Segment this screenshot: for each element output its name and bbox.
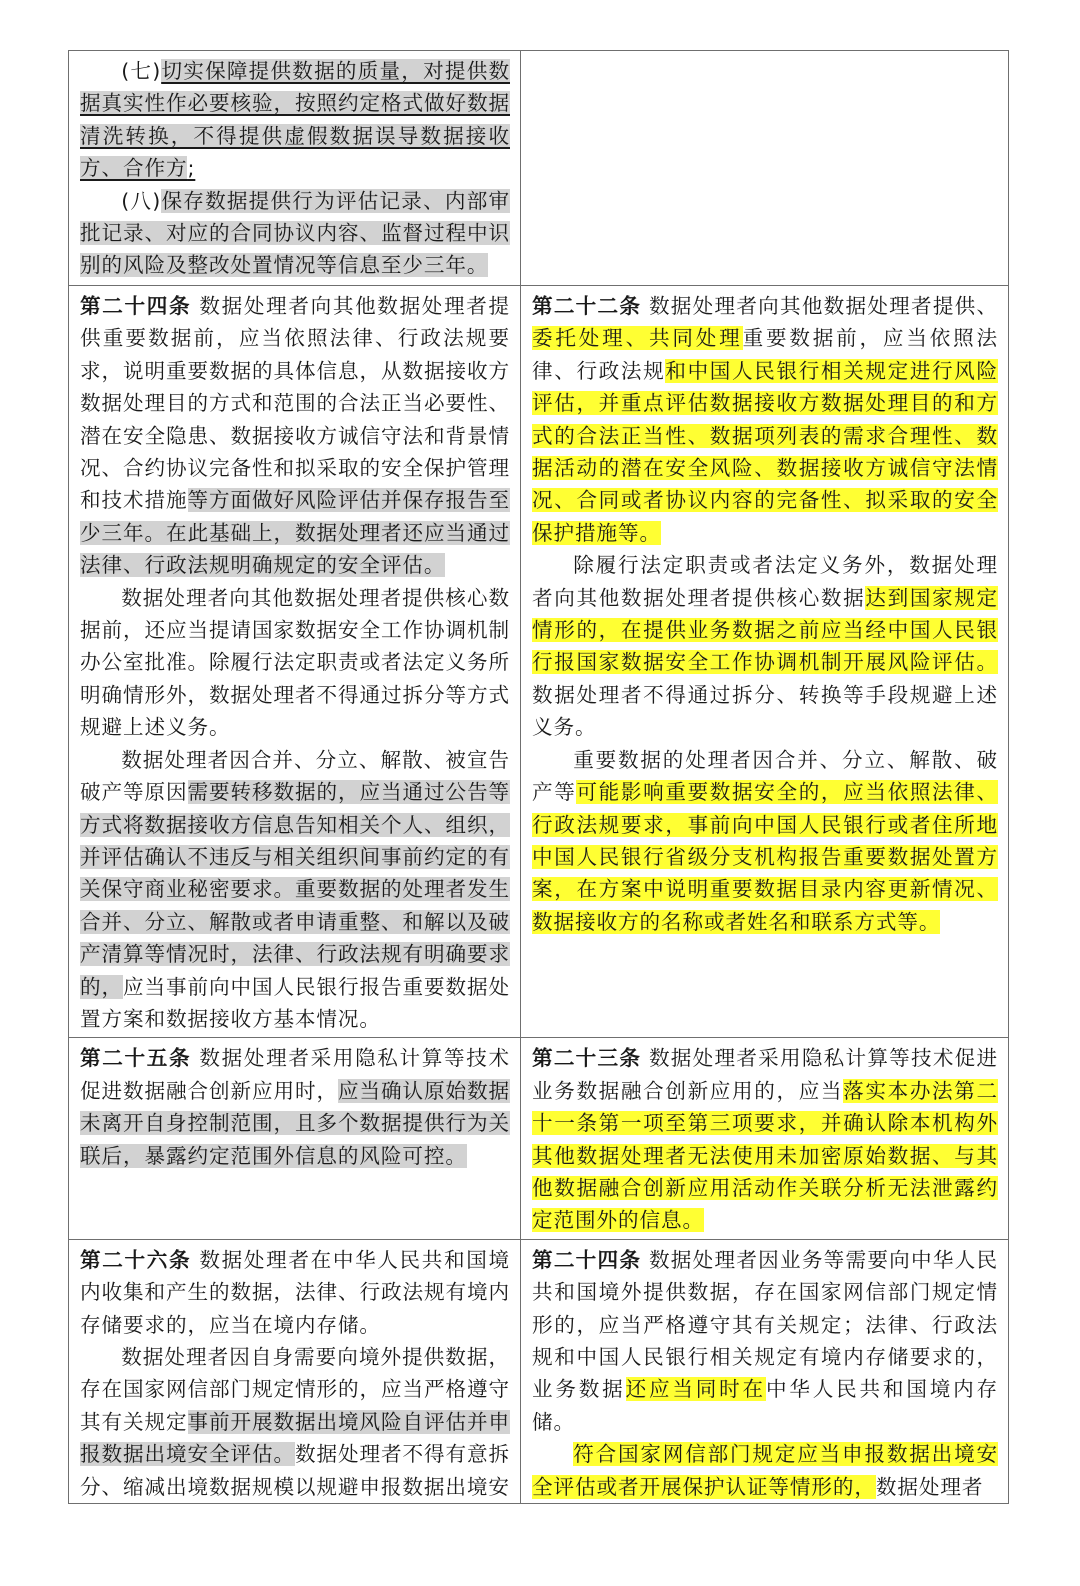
paragraph (532, 744, 998, 938)
paragraph (532, 1244, 998, 1438)
text-segment: 数据处理者不得有意拆分、缩减出境数据规模以规避申报数据出境安 (80, 1442, 511, 1499)
left-cell (69, 1239, 521, 1503)
paragraph (80, 1042, 510, 1172)
comparison-table (68, 50, 1009, 1504)
text-segment: 数据处理者因自身需要向境外提供数据，存在国家网信部门规定情形的，应当严格遵守其有关规定 (80, 1345, 510, 1434)
text-segment: (七) (121, 59, 162, 83)
text-segment: ; (187, 156, 196, 181)
table-row (69, 51, 1009, 286)
left-cell (69, 51, 521, 286)
yellow-highlighted-text: 和中国人民银行相关规定进行风险评估，并重点评估数据接收方数据处理目的和方式的合法正当性、数据项列表的需求合理性、数据活动的潜在安全风险、数据接收方诚信守法情况、合同或者协议内容的完备性、拟采取的安全保护措施等。 (532, 358, 999, 545)
text-segment: 数据处理者因合并、分立、解散、被宣告破产等原因 (80, 747, 510, 805)
article-number: 第二十二条 (532, 294, 642, 318)
right-cell (521, 1239, 1009, 1503)
yellow-highlighted-text: 符合国家网信部门规定应当申报数据出境安全评估或者开展保护认证等情形的， (532, 1442, 998, 1499)
text-segment: 数据处理者在中华人民共和国境内收集和产生的数据，法律、行政法规有境内存储要求的，应当在境内存储。 (80, 1247, 511, 1337)
paragraph (532, 549, 998, 743)
grey-highlighted-text: 保存数据提供行为评估记录、内部审批记录、对应的合同协议内容、监督过程中识别的风险及整改处置情况等信息至少三年。 (80, 188, 510, 278)
yellow-highlighted-text: 委托处理、共同处理 (532, 326, 743, 351)
grey-highlighted-text: 等方面做好风险评估并保存报告至少三年。在此基础上，数据处理者还应当通过法律、行政法规明确规定的安全评估。 (80, 488, 511, 578)
text-segment: 数据处理者向其他数据处理者提供重要数据前，应当依照法律、行政法规要求，说明重要数据的具体信息，从数据接收方数据处理目的方式和范围的合法正当必要性、潜在安全隐患、数据接收方诚信守法和背景情况、合约协议完备性和拟采取的安全保护管理和技术措施 (80, 294, 511, 513)
table-row (69, 286, 1009, 1038)
grey-highlighted-text: 切实保障提供数据的质量，对提供数据真实性作必要核验，按照约定格式做好数据清洗转换，不得提供虚假数据误导数据接收方、合作方 (80, 59, 510, 181)
paragraph (80, 1244, 510, 1341)
text-segment: 数据处理者 (875, 1474, 984, 1499)
text-segment: 中华人民共和国境内存储。 (532, 1377, 998, 1434)
article-number: 第二十四条 (532, 1247, 642, 1272)
paragraph (80, 1341, 510, 1503)
article-number: 第二十三条 (532, 1046, 642, 1071)
paragraph (532, 290, 998, 549)
text-segment: 数据处理者不得通过拆分、转换等手段规避上述义务。 (532, 682, 998, 740)
left-cell (69, 1038, 521, 1239)
right-cell (521, 286, 1009, 1038)
text-segment: 重要数据前，应当依照法律、行政法规 (532, 326, 998, 383)
left-cell (69, 286, 521, 1038)
yellow-highlighted-text: 落实本办法第二十一条第一项至第三项要求，并确认除本机构外其他数据处理者无法使用未加密原始数据、与其他数据融合创新应用活动作关联分析无法泄露约定范围外的信息。 (532, 1078, 998, 1233)
paragraph (80, 55, 510, 185)
comparison-table-body (69, 51, 1009, 1504)
text-segment: 数据处理者向其他数据处理者提供核心数据前，还应当提请国家数据安全工作协调机制办公室批准。除履行法定职责或者法定义务所明确情形外，数据处理者不得通过拆分等方式规避上述义务。 (80, 585, 510, 740)
grey-highlighted-text: 需要转移数据的，应当通过公告等方式将数据接收方信息告知相关个人、组织，并评估确认不违反与相关组织间事前约定的有关保守商业秘密要求。重要数据的处理者发生合并、分立、解散或者申请重整、和解以及破产清算等情况时，法律、行政法规有明确要求的， (80, 780, 511, 999)
text-segment: (八) (121, 188, 162, 213)
grey-highlighted-text: 应当确认原始数据未离开自身控制范围，且多个数据提供行为关联后，暴露约定范围外信息的风险可控。 (80, 1078, 510, 1168)
article-number: 第二十六条 (80, 1247, 192, 1272)
yellow-highlighted-text: 可能影响重要数据安全的，应当依照法律、行政法规要求，事前向中国人民银行或者住所地中国人民银行省级分支机构报告重要数据处置方案，在方案中说明重要数据目录内容更新情况、数据接收方的名称或者姓名和联系方式等。 (532, 780, 998, 934)
text-segment: 除履行法定职责或者法定义务外，数据处理者向其他数据处理者提供核心数据 (532, 553, 998, 610)
grey-highlighted-text: 事前开展数据出境风险自评估并申报数据出境安全评估。 (80, 1409, 511, 1467)
yellow-highlighted-text: 达到国家规定情形的，在提供业务数据之前应当经中国人民银行报国家数据安全工作协调机制开展风险评估。 (532, 585, 998, 675)
paragraph (532, 1042, 998, 1236)
table-row (69, 1038, 1009, 1239)
paragraph (80, 582, 510, 744)
table-row (69, 1239, 1009, 1503)
article-number: 第二十五条 (80, 1046, 192, 1071)
text-segment: 数据处理者因业务等需要向中华人民共和国境外提供数据，存在国家网信部门规定情形的，应当严格遵守其有关规定；法律、行政法规和中国人民银行相关规定有境内存储要求的，业务数据 (532, 1247, 998, 1402)
text-segment: 数据处理者向其他数据处理者提供、 (641, 294, 998, 318)
paragraph (532, 1438, 998, 1503)
yellow-highlighted-text: 还应当同时在 (625, 1377, 766, 1402)
right-cell (521, 51, 1009, 286)
text-segment: 数据处理者采用隐私计算等技术促进数据融合创新应用时， (80, 1046, 511, 1103)
paragraph (80, 744, 510, 1036)
article-number: 第二十四条 (80, 294, 192, 318)
right-cell (521, 1038, 1009, 1239)
text-segment: 数据处理者采用隐私计算等技术促进业务数据融合创新应用的，应当 (532, 1046, 998, 1103)
paragraph (80, 290, 510, 582)
text-segment: 应当事前向中国人民银行报告重要数据处置方案和数据接收方基本情况。 (80, 974, 510, 1031)
paragraph (80, 185, 510, 282)
text-segment: 重要数据的处理者因合并、分立、解散、破产等 (532, 747, 998, 805)
